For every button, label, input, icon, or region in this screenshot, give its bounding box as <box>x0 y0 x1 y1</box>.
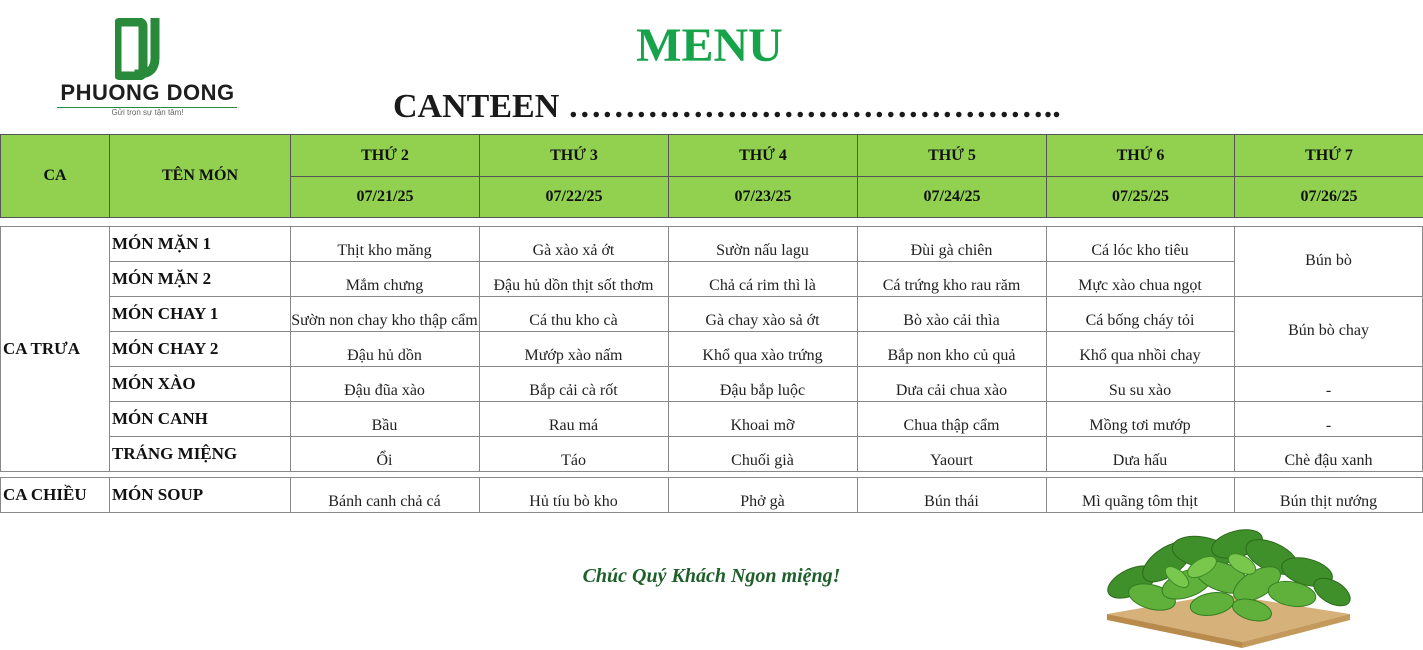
header-day: THỨ 4 <box>668 134 858 177</box>
menu-item: Cá lóc kho tiêu <box>1091 242 1189 259</box>
grid-line <box>0 512 1423 513</box>
menu-item-saturday-chay: Bún bò chay <box>1288 322 1369 339</box>
menu-item: Cá thu kho cà <box>529 312 618 329</box>
menu-item: Bầu <box>371 417 398 434</box>
dish-type-label: MÓN CANH <box>112 409 208 428</box>
dish-type-label: MÓN CHAY 1 <box>112 304 219 323</box>
page-title: MENU <box>636 19 783 72</box>
menu-item: Táo <box>561 452 586 469</box>
grid-line <box>0 226 1 471</box>
menu-item: Ổi <box>376 452 393 469</box>
header-ca: CA <box>0 134 110 218</box>
header-day: THỨ 3 <box>479 134 669 177</box>
menu-item: Hủ tíu bò kho <box>529 493 618 510</box>
mint-leaves-image <box>1092 522 1357 650</box>
grid-line <box>109 331 1234 332</box>
menu-item: Sườn non chay kho thập cẩm <box>291 312 478 329</box>
menu-item: Yaourt <box>930 452 973 469</box>
header-date: 07/24/25 <box>857 176 1047 218</box>
grid-line <box>109 477 110 512</box>
menu-item: Mướp xào nấm <box>524 347 623 364</box>
dish-type-label: MÓN CHAY 2 <box>112 339 219 358</box>
header-date: 07/23/25 <box>668 176 858 218</box>
menu-item: Rau má <box>548 417 599 434</box>
menu-item: Phở gà <box>740 493 785 510</box>
grid-line <box>0 471 1423 472</box>
menu-item: Thịt kho măng <box>337 242 432 259</box>
menu-item: Đậu đũa xào <box>344 382 425 399</box>
menu-item: Bắp cải cà rốt <box>529 382 618 399</box>
header-day: THỨ 5 <box>857 134 1047 177</box>
menu-item: Gà chay xào sả ớt <box>705 312 820 329</box>
menu-item: Cá trứng kho rau răm <box>882 277 1021 294</box>
menu-item: Chuối già <box>731 452 794 469</box>
menu-item: Bánh canh chả cá <box>328 493 441 510</box>
dish-type-label: MÓN MẶN 1 <box>112 234 212 253</box>
menu-item: Đậu hủ dồn <box>347 347 422 364</box>
grid-line <box>109 296 1423 297</box>
menu-item: Mắm chưng <box>345 277 424 294</box>
logo-brand-text: PHUONG DONG <box>60 80 235 105</box>
header-day: THỨ 2 <box>290 134 480 177</box>
shift-label-lunch: CA TRƯA <box>3 339 80 358</box>
logo-slogan: Gửi trọn sự tận tâm! <box>111 108 184 117</box>
menu-item: Dưa hấu <box>1112 452 1168 469</box>
menu-item: Bún thái <box>924 493 979 510</box>
menu-item: Khoai mỡ <box>730 417 795 434</box>
header-ten-mon: TÊN MÓN <box>109 134 291 218</box>
footer-greeting: Chúc Quý Khách Ngon miệng! <box>582 565 841 587</box>
menu-item: Chua thập cẩm <box>903 417 1000 434</box>
header-day: THỨ 6 <box>1046 134 1235 177</box>
menu-item: Bún thịt nướng <box>1279 493 1378 510</box>
dish-type-label: MÓN XÀO <box>112 374 196 393</box>
grid-line <box>0 477 1 512</box>
grid-line <box>0 226 1423 227</box>
menu-item: Đùi gà chiên <box>910 242 993 259</box>
menu-item: Chè đậu xanh <box>1284 452 1373 469</box>
header-day: THỨ 7 <box>1234 134 1423 177</box>
dish-type-label: TRÁNG MIỆNG <box>112 444 238 463</box>
menu-item: Đậu bắp luộc <box>719 382 806 399</box>
header-date: 07/22/25 <box>479 176 669 218</box>
grid-line <box>109 261 1234 262</box>
menu-item: Gà xào xả ớt <box>532 242 615 259</box>
menu-item: Su su xào <box>1108 382 1172 399</box>
menu-item: Khổ qua nhồi chay <box>1079 347 1201 364</box>
grid-line <box>0 477 1423 478</box>
grid-line <box>109 436 1423 437</box>
grid-line <box>109 366 1423 367</box>
dish-type-label: MÓN SOUP <box>112 485 204 504</box>
grid-line <box>109 401 1423 402</box>
menu-item: - <box>1325 382 1332 399</box>
menu-item: Dưa cải chua xào <box>895 382 1008 399</box>
menu-item: Bò xào cải thìa <box>903 312 1000 329</box>
grid-line <box>109 226 110 471</box>
header-date: 07/26/25 <box>1234 176 1423 218</box>
menu-item-saturday-man: Bún bò <box>1305 252 1352 269</box>
shift-label-dinner: CA CHIỀU <box>3 485 87 504</box>
header-date: 07/21/25 <box>290 176 480 218</box>
menu-item: Sườn nấu lagu <box>716 242 809 259</box>
menu-item: Bắp non kho củ quả <box>887 347 1016 364</box>
menu-item: Mì quãng tôm thịt <box>1082 493 1198 510</box>
menu-item: Khổ qua xào trứng <box>702 347 823 364</box>
menu-item: - <box>1325 417 1332 434</box>
table-header <box>0 134 1423 218</box>
menu-item: Mực xào chua ngọt <box>1078 277 1202 294</box>
menu-item: Chả cá rim thì là <box>709 277 816 294</box>
menu-item: Đậu hủ dồn thịt sốt thơm <box>493 277 654 294</box>
menu-item: Mồng tơi mướp <box>1089 417 1191 434</box>
canteen-subtitle: CANTEEN …………………………………….. <box>393 88 1061 125</box>
header-date: 07/25/25 <box>1046 176 1235 218</box>
dish-type-label: MÓN MẶN 2 <box>112 269 212 288</box>
menu-item: Cá bống cháy tỏi <box>1085 312 1195 329</box>
